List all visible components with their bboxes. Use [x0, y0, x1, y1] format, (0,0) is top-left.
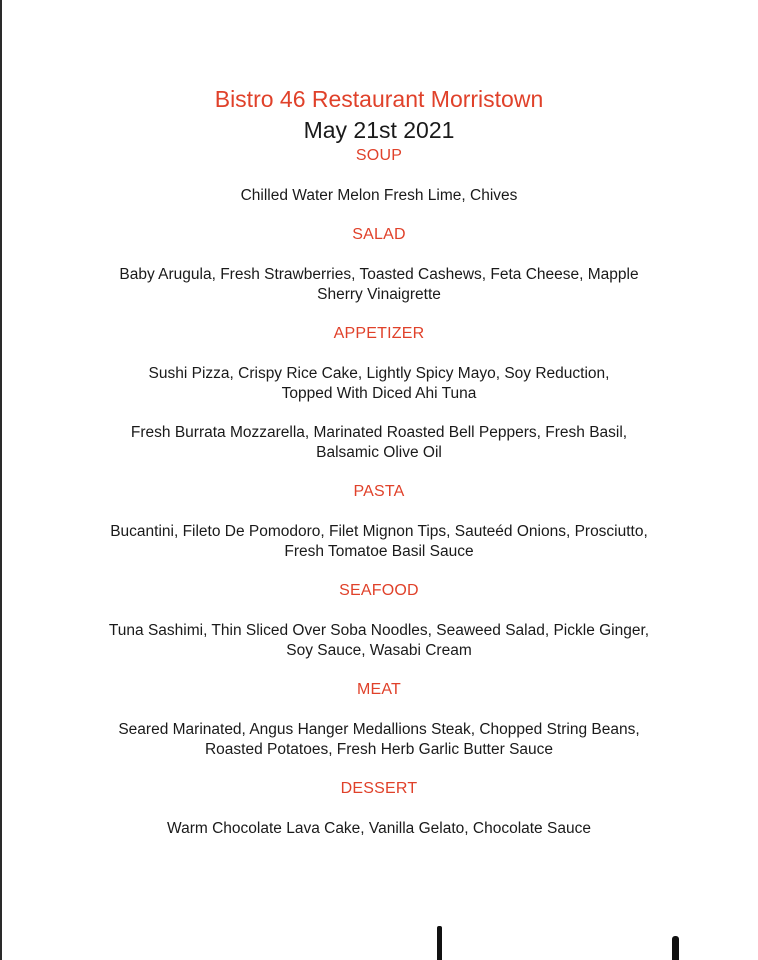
- dish-meat: [0, 720, 758, 760]
- dish-line: Fresh Tomatoe Basil Sauce: [284, 543, 474, 560]
- section-heading-salad: SALAD: [352, 226, 406, 243]
- dish-seafood: [0, 621, 758, 661]
- dish-line: Tuna Sashimi, Thin Sliced Over Soba Noodles, Seaweed Salad, Pickle Ginger,: [108, 622, 650, 639]
- dish-line: Bucantini, Fileto De Pomodoro, Filet Mignon Tips, Sauteéd Onions, Prosciutto,: [110, 523, 648, 540]
- dish-line: Baby Arugula, Fresh Strawberries, Toasted Cashews, Feta Cheese, Mapple: [119, 266, 639, 283]
- section-heading-meat: MEAT: [356, 681, 402, 698]
- dish-line: Sherry Vinaigrette: [317, 286, 441, 303]
- dish-line: Roasted Potatoes, Fresh Herb Garlic Butter Sauce: [204, 741, 554, 758]
- ink-mark-right: [672, 936, 679, 960]
- dish-line: Sushi Pizza, Crispy Rice Cake, Lightly Spicy Mayo, Soy Reduction,: [148, 365, 610, 382]
- dish-line: Chilled Water Melon Fresh Lime, Chives: [240, 187, 518, 204]
- dish-line: Warm Chocolate Lava Cake, Vanilla Gelato, Chocolate Sauce: [167, 820, 591, 837]
- section-heading-appetizer: APPETIZER: [333, 325, 425, 342]
- page-edge-line: [0, 0, 2, 960]
- ink-mark-left: [437, 926, 442, 960]
- section-heading-pasta: PASTA: [353, 483, 405, 500]
- section-heading-soup: SOUP: [355, 147, 403, 164]
- menu-date: May 21st 2021: [303, 117, 455, 143]
- dish-soup: [0, 186, 758, 206]
- dish-appetizer-1: [0, 364, 758, 404]
- dish-line: Soy Sauce, Wasabi Cream: [286, 642, 472, 659]
- dish-line: Fresh Burrata Mozzarella, Marinated Roasted Bell Peppers, Fresh Basil,: [130, 424, 628, 441]
- dish-salad: [0, 265, 758, 305]
- section-heading-dessert: DESSERT: [340, 780, 418, 797]
- dish-dessert: [0, 819, 758, 839]
- restaurant-name: Bistro 46 Restaurant Morristown: [214, 86, 544, 112]
- dish-line: Topped With Diced Ahi Tuna: [281, 385, 477, 402]
- dish-pasta: [0, 522, 758, 562]
- section-heading-seafood: SEAFOOD: [339, 582, 419, 599]
- dish-line: Balsamic Olive Oil: [316, 444, 442, 461]
- dish-appetizer-2: [0, 423, 758, 463]
- dish-line: Seared Marinated, Angus Hanger Medallions Steak, Chopped String Beans,: [118, 721, 640, 738]
